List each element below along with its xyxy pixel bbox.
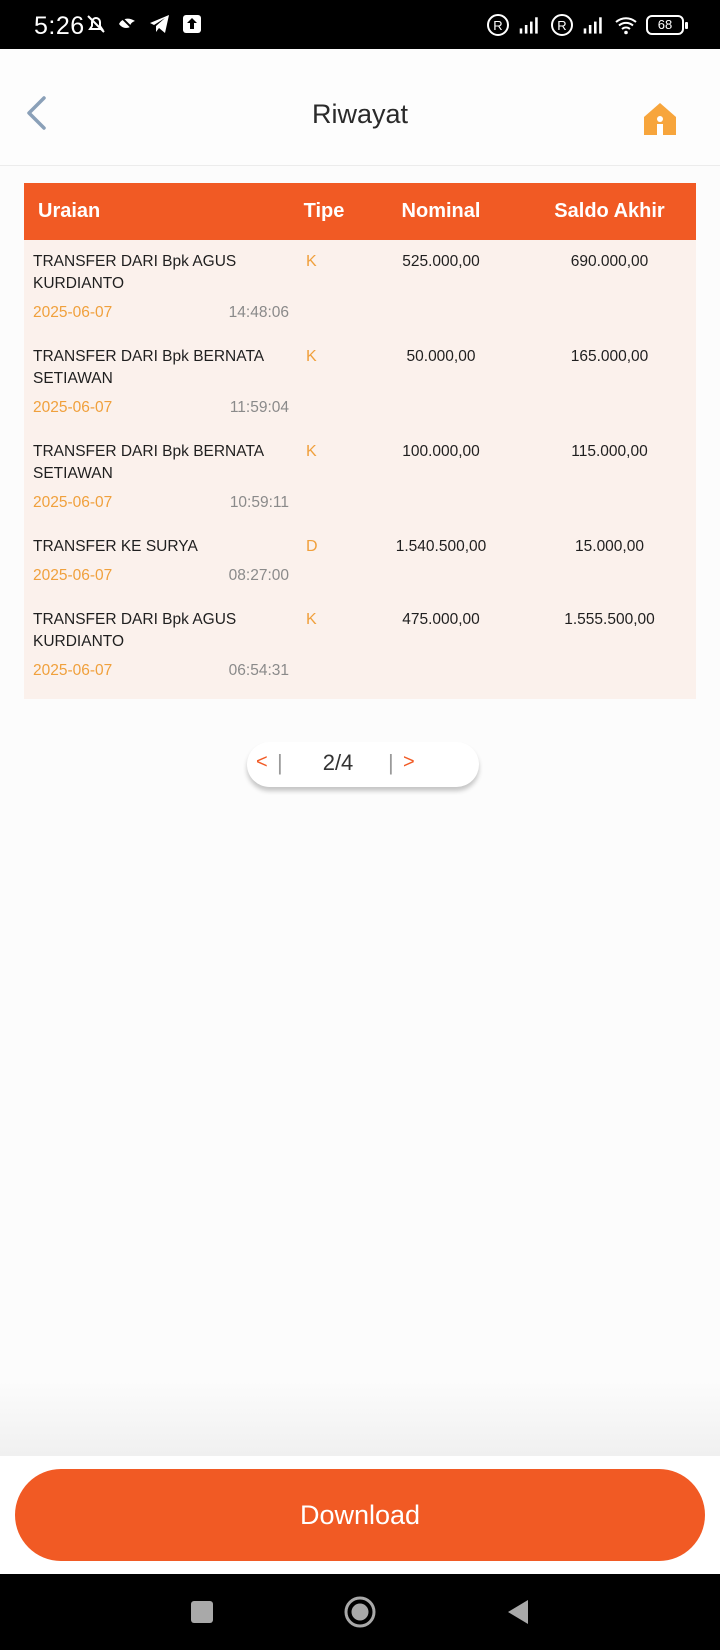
row-description: TRANSFER DARI Bpk BERNATA SETIAWAN	[33, 443, 264, 482]
row-time: 14:48:06	[228, 304, 289, 321]
row-nominal: 100.000,00	[402, 443, 480, 460]
row-date: 2025-06-07	[33, 304, 113, 321]
row-date: 2025-06-07	[33, 494, 113, 511]
signal-icon	[582, 13, 606, 37]
row-time: 11:59:04	[229, 399, 289, 416]
bird-icon	[116, 12, 140, 36]
row-description: TRANSFER DARI Bpk BERNATA SETIAWAN	[33, 348, 264, 387]
pagination	[247, 742, 479, 787]
column-saldo-akhir: Saldo Akhir	[554, 200, 665, 222]
row-nominal: 525.000,00	[402, 253, 480, 270]
wifi-icon	[614, 13, 638, 37]
table-row[interactable]	[24, 430, 696, 525]
table-row[interactable]	[24, 598, 696, 693]
system-icons	[486, 13, 684, 37]
transaction-table	[24, 183, 696, 699]
registered-icon	[486, 13, 510, 37]
row-nominal: 1.540.500,00	[395, 538, 487, 555]
pager-separator: |	[277, 750, 283, 775]
battery-level: 68	[657, 17, 673, 32]
registered-icon	[550, 13, 574, 37]
column-uraian: Uraian	[38, 200, 101, 222]
download-button[interactable]: Download	[15, 1469, 705, 1561]
row-nominal: 50.000,00	[406, 348, 476, 365]
upload-icon	[180, 12, 204, 36]
row-date: 2025-06-07	[33, 567, 113, 584]
table-row[interactable]	[24, 335, 696, 430]
svg-text:R: R	[493, 18, 503, 33]
row-description: TRANSFER DARI Bpk AGUS KURDIANTO	[33, 611, 237, 650]
row-time: 10:59:11	[229, 494, 289, 511]
row-saldo: 1.555.500,00	[564, 611, 655, 628]
column-nominal: Nominal	[401, 200, 481, 222]
bottom-shadow	[0, 1380, 720, 1456]
row-type: K	[306, 348, 317, 365]
row-type: K	[306, 253, 317, 270]
status-time: 5:26	[34, 12, 85, 40]
system-nav-bar	[0, 1574, 720, 1650]
home-icon	[640, 99, 680, 139]
back-triangle-icon[interactable]	[498, 1592, 538, 1632]
row-date: 2025-06-07	[33, 399, 113, 416]
row-saldo: 15.000,00	[575, 538, 644, 555]
status-bar	[0, 0, 720, 49]
page-indicator: 2/4	[322, 750, 354, 775]
home-button[interactable]	[640, 99, 680, 139]
row-time: 06:54:31	[228, 662, 289, 679]
row-date: 2025-06-07	[33, 662, 113, 679]
app-header	[0, 49, 720, 166]
battery-icon	[646, 15, 684, 35]
svg-text:R: R	[557, 18, 567, 33]
row-description: TRANSFER KE SURYA	[33, 538, 198, 555]
prev-page-button[interactable]: <	[256, 751, 268, 773]
table-row[interactable]	[24, 240, 696, 335]
column-tipe: Tipe	[303, 200, 345, 222]
row-saldo: 165.000,00	[570, 348, 649, 365]
signal-icon	[518, 13, 542, 37]
row-time: 08:27:00	[228, 567, 289, 584]
next-page-button[interactable]: >	[403, 751, 415, 773]
row-type: D	[306, 538, 318, 555]
table-body	[24, 240, 696, 699]
row-type: K	[306, 611, 317, 628]
page-title: Riwayat	[311, 99, 409, 129]
bottom-action-area	[0, 1456, 720, 1574]
telegram-icon	[148, 12, 172, 36]
row-description: TRANSFER DARI Bpk AGUS KURDIANTO	[33, 253, 237, 292]
row-saldo: 115.000,00	[571, 443, 648, 460]
bell-off-icon	[84, 12, 108, 36]
row-type: K	[306, 443, 317, 460]
row-nominal: 475.000,00	[402, 611, 480, 628]
table-row[interactable]	[24, 525, 696, 598]
recent-apps-icon[interactable]	[182, 1592, 222, 1632]
home-circle-icon[interactable]	[340, 1592, 380, 1632]
row-saldo: 690.000,00	[570, 253, 649, 270]
table-header	[24, 183, 696, 240]
pager-separator: |	[388, 750, 394, 775]
notification-icons	[84, 12, 204, 36]
